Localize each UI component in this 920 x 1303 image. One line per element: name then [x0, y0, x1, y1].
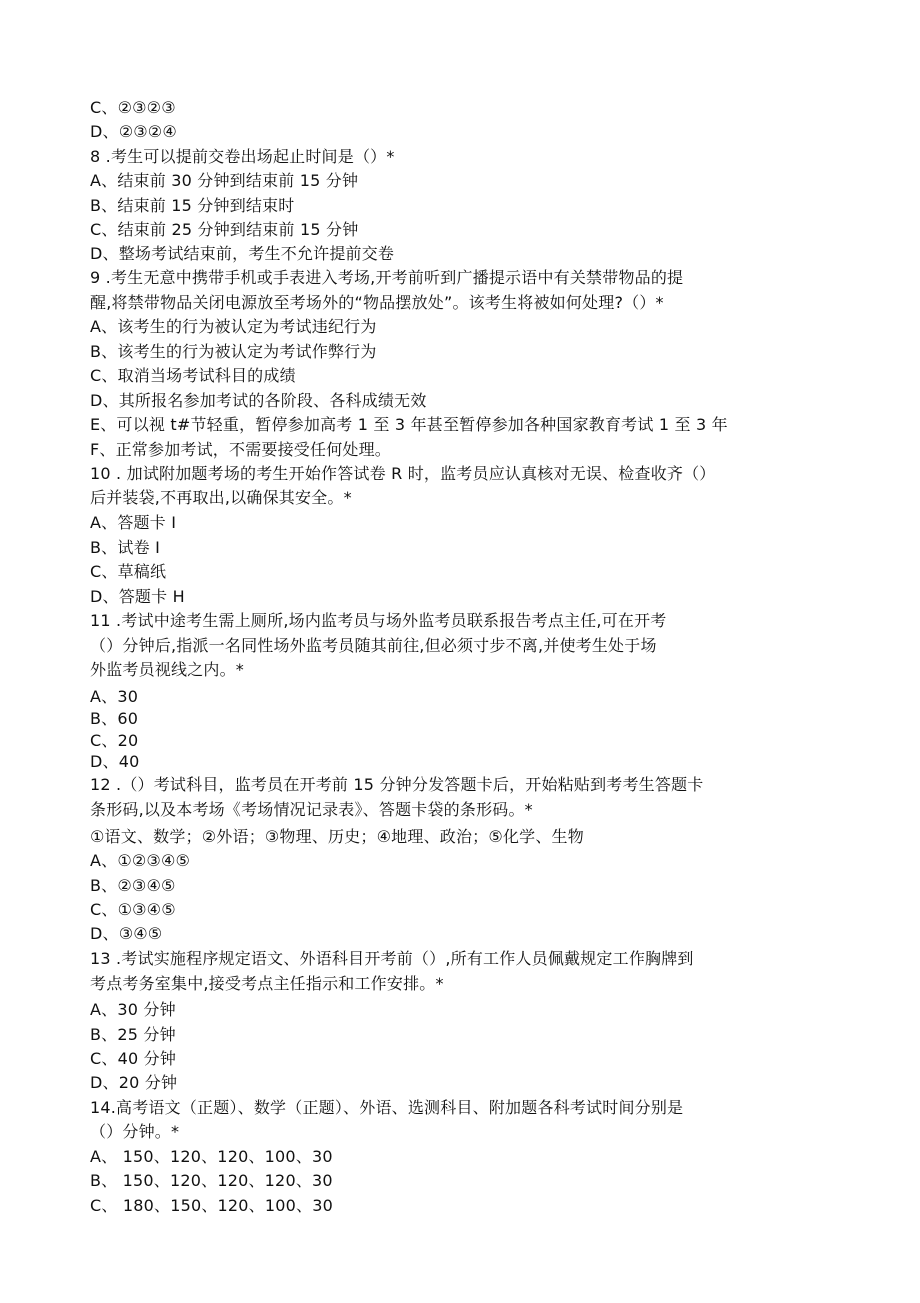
question-9-prompt-cont: 醒,将禁带物品关闭电源放至考场外的“物品摆放处”。该考生将被如何处理?（）* — [90, 293, 664, 312]
text-line: D、其所报名参加考试的各阶段、各科成绩无效 — [90, 391, 427, 410]
text-line: C、草稿纸 — [90, 562, 167, 581]
question-14-prompt-cont: （）分钟。* — [90, 1122, 180, 1141]
text-line: B、60 — [90, 709, 139, 728]
text-line: B、 150、120、120、120、30 — [90, 1171, 333, 1190]
question-11-prompt-cont: （）分钟后,指派一名同性场外监考员随其前往,但必须寸步不离,并使考生处于场 — [90, 636, 657, 655]
text-line: A、①②③④⑤ — [90, 851, 191, 870]
question-13-prompt: 13 .考试实施程序规定语文、外语科目开考前（）,所有工作人员佩戴规定工作胸牌到 — [90, 949, 694, 968]
text-line: B、②③④⑤ — [90, 876, 176, 895]
text-line: D、40 — [90, 752, 140, 771]
question-10-prompt-cont: 后并装袋,不再取出,以确保其安全。* — [90, 488, 352, 507]
text-line: C、 180、150、120、100、30 — [90, 1196, 333, 1215]
text-line: C、结束前 25 分钟到结束前 15 分钟 — [90, 220, 359, 239]
text-line: C、20 — [90, 731, 139, 750]
question-11-prompt: 11 .考试中途考生需上厕所,场内监考员与场外监考员联系报告考点主任,可在开考 — [90, 611, 667, 630]
text-line: B、该考生的行为被认定为考试作弊行为 — [90, 342, 377, 361]
question-11-prompt-cont: 外监考员视线之内。* — [90, 660, 245, 679]
text-line: A、30 分钟 — [90, 1000, 176, 1019]
text-line: D、整场考试结束前，考生不允许提前交卷 — [90, 244, 395, 263]
text-line: C、①③④⑤ — [90, 900, 176, 919]
text-line: A、该考生的行为被认定为考试违纪行为 — [90, 317, 377, 336]
text-line: F、正常参加考试，不需要接受任何处理。 — [90, 440, 392, 459]
text-line: C、取消当场考试科目的成绩 — [90, 366, 296, 385]
question-9-prompt: 9 .考生无意中携带手机或手表进入考场,开考前听到广播提示语中有关禁带物品的提 — [90, 268, 684, 287]
text-line: A、 150、120、120、100、30 — [90, 1147, 333, 1166]
text-line: C、②③②③ — [90, 98, 176, 117]
question-10-prompt: 10 . 加试附加题考场的考生开始作答试卷 R 时，监考员应认真核对无误、检查收齐（） — [90, 464, 716, 483]
text-line: A、答题卡 I — [90, 513, 177, 532]
text-line: D、③④⑤ — [90, 924, 163, 943]
text-line: C、40 分钟 — [90, 1049, 177, 1068]
text-line: B、25 分钟 — [90, 1025, 176, 1044]
text-line: D、答题卡 H — [90, 587, 185, 606]
text-line: D、②③②④ — [90, 122, 177, 141]
question-12-choices: ①语文、数学；②外语；③物理、历史；④地理、政治；⑤化学、生物 — [90, 827, 584, 846]
question-13-prompt-cont: 考点考务室集中,接受考点主任指示和工作安排。* — [90, 974, 444, 993]
text-line: B、结束前 15 分钟到结束时 — [90, 196, 295, 215]
text-line: D、20 分钟 — [90, 1073, 178, 1092]
question-14-prompt: 14.高考语文（正题）、数学（正题）、外语、选测科目、附加题各科考试时间分别是 — [90, 1098, 684, 1117]
text-line: E、可以视 t#节轻重，暂停参加高考 1 至 3 年甚至暂停参加各种国家教育考试 1 至 3 年 — [90, 415, 728, 434]
question-12-prompt: 12 .（）考试科目，监考员在开考前 15 分钟分发答题卡后，开始粘贴到考考生答题卡 — [90, 775, 704, 794]
question-12-prompt-cont: 条形码,以及本考场《考场情况记录表》、答题卡袋的条形码。* — [90, 800, 533, 819]
question-8-prompt: 8 .考生可以提前交卷出场起止时间是（）* — [90, 147, 395, 166]
text-line: B、试卷 I — [90, 538, 160, 557]
text-line: A、结束前 30 分钟到结束前 15 分钟 — [90, 171, 359, 190]
text-line: A、30 — [90, 687, 139, 706]
